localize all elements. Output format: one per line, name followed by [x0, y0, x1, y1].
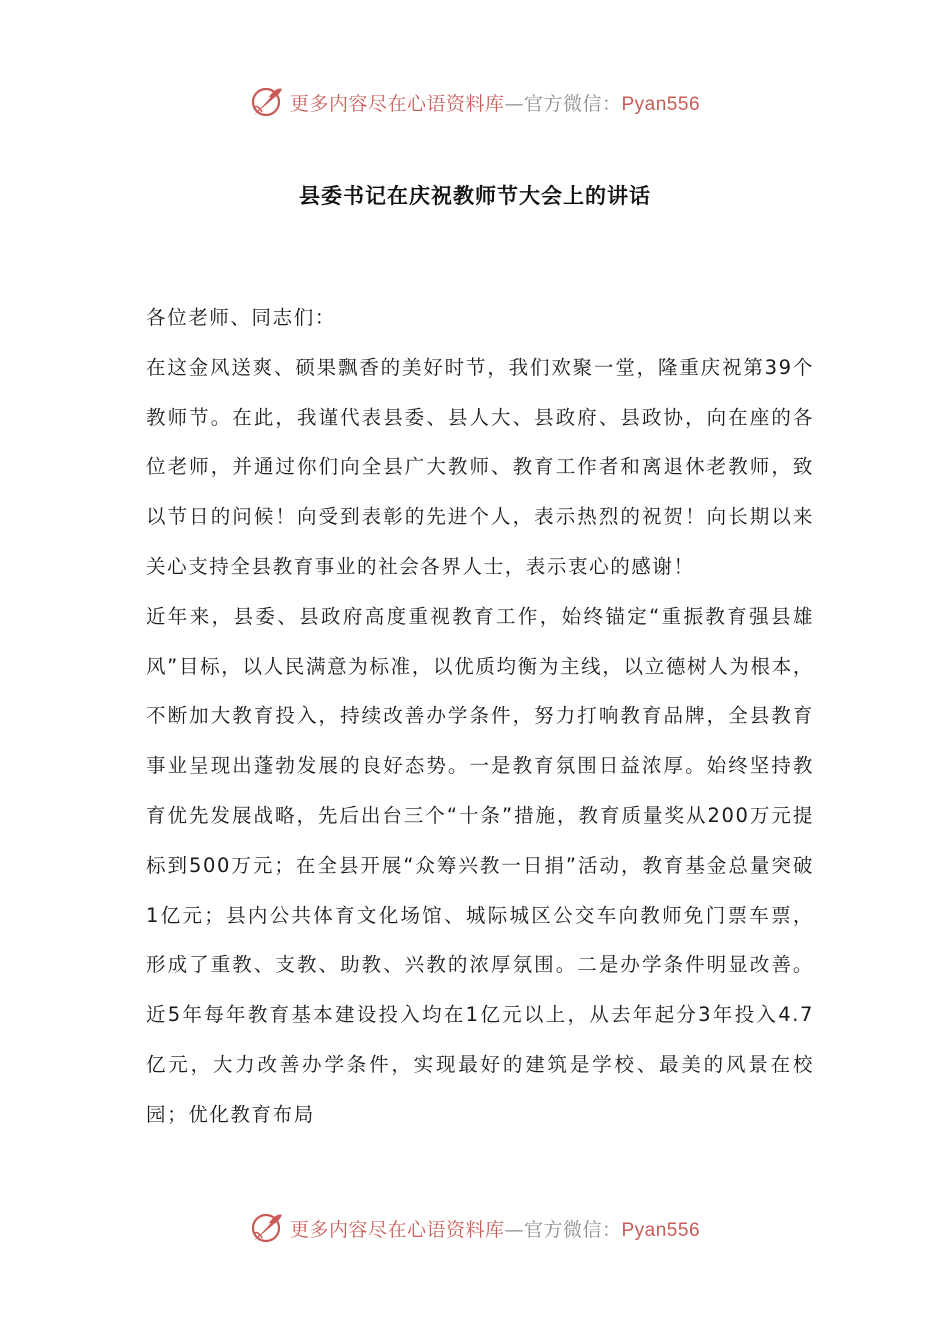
document-body [146, 293, 814, 1140]
watermark-official: —官方微信： [504, 1218, 622, 1241]
paragraph-2: 近年来，县委、县政府高度重视教育工作，始终锚定“重振教育强县雄风”目标，以人民满意为标准，以优质均衡为主线，以立德树人为根本，不断加大教育投入，持续改善办学条件，努力打响教育品牌，全县教育事业呈现出蓬勃发展的良好态势。一是教育氛围日益浓厚。始终坚持教育优先发展战略，先后出台三个“十条”措施，教育质量奖从200万元提标到500万元；在全县开展“众筹兴教一日捐”活动，教育基金总量突破1亿元；县内公共体育文化场馆、城际城区公交车向教师免门票车票，形成了重教、支教、助教、兴教的浓厚氛围。二是办学条件明显改善。近5年每年教育基本建设投入均在1亿元以上，从去年起分3年投入4.7亿元，大力改善办学条件，实现最好的建筑是学校、最美的风景在校园；优化教育布局 [146, 604, 814, 1126]
watermark-main: 更多内容尽在心语资料库 [289, 1218, 505, 1241]
document-title: 县委书记在庆祝教师节大会上的讲话 [299, 184, 651, 208]
watermark-account: Pyan556 [621, 93, 701, 115]
watermark-text [290, 1215, 700, 1242]
footer-watermark [0, 1208, 950, 1248]
header-watermark [0, 82, 950, 122]
salutation: 各位老师、同志们： [146, 306, 336, 329]
paragraph-1: 在这金风送爽、硕果飘香的美好时节，我们欢聚一堂，隆重庆祝第39个教师节。在此，我谨代表县委、县人大、县政府、县政协，向在座的各位老师，并通过你们向全县广大教师、教育工作者和离退休老教师，致以节日的问候！向受到表彰的先进个人，表示热烈的祝贺！向长期以来关心支持全县教育事业的社会各界人士，表示衷心的感谢！ [146, 355, 814, 578]
quill-logo-icon [250, 85, 284, 119]
watermark-main: 更多内容尽在心语资料库 [289, 92, 505, 115]
watermark-account: Pyan556 [621, 1219, 701, 1241]
watermark-text [290, 89, 700, 116]
quill-logo-icon [250, 1211, 284, 1245]
watermark-official: —官方微信： [504, 92, 622, 115]
